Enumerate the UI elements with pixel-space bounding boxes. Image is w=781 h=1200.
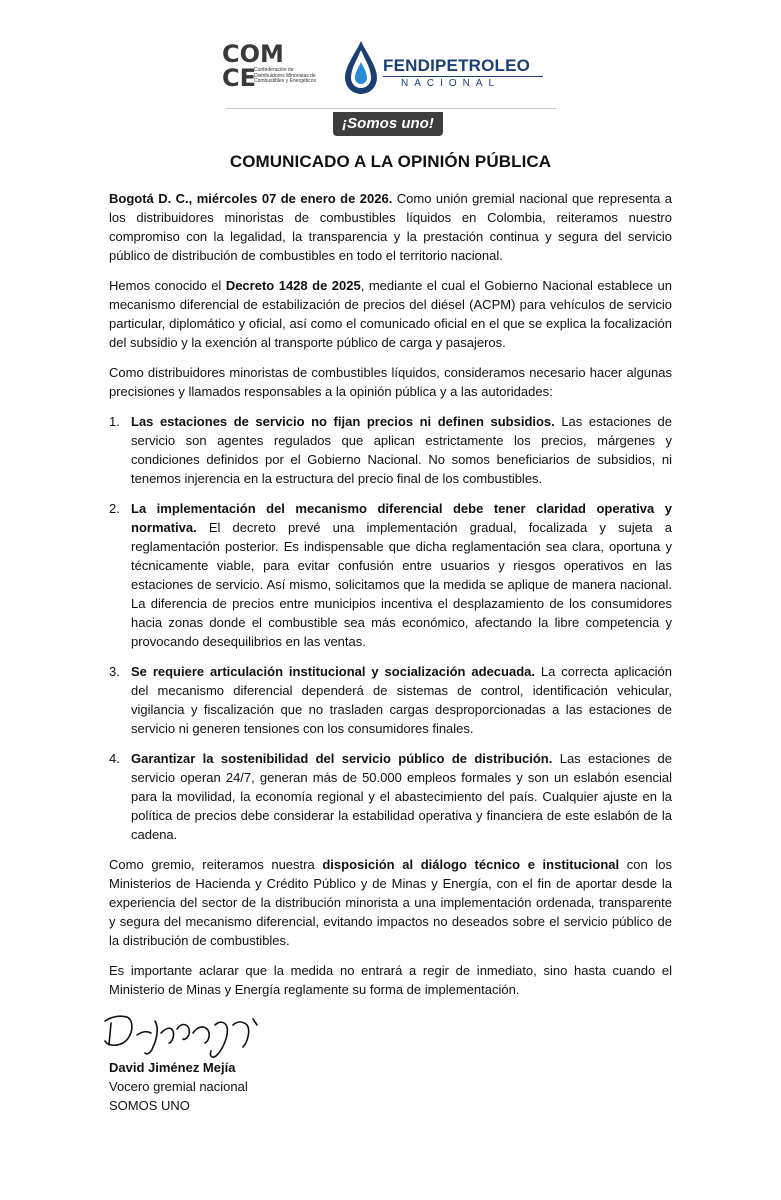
list-item: 1. Las estaciones de servicio no fijan precios ni definen subsidios. Las estaciones de servicio son agentes regulados que aplican estrictamente los precios, márgenes y condiciones definidos por el Gobierno Nacional. No somos beneficiarios de subsidios, ni tenemos injerencia en la estructura del precio final de los combustibles. — [109, 414, 672, 486]
fendipetroleo-subtitle: NACIONAL — [401, 78, 501, 89]
decree-reference: Decreto 1428 de 2025 — [225, 278, 361, 293]
oil-drop-icon — [343, 40, 379, 96]
intro-paragraph: Bogotá D. C., miércoles 07 de enero de 2026. Como unión gremial nacional que representa a los distribuidores minoristas de combustibles líquidos en Colombia, reiteramos nuestro compromiso con la legalidad, la transparencia y la prestación continua y segura del servicio público de distribución de combustibles en todo el territorio nacional. — [109, 191, 672, 263]
handwritten-signature — [97, 1003, 287, 1063]
header-divider — [226, 108, 556, 109]
header-logos — [0, 38, 781, 100]
points-list — [109, 412, 672, 844]
closing-paragraph: Es importante aclarar que la medida no entrará a regir de inmediato, sino hasta cuando el Ministerio de Minas y Energía reglamente su forma de implementación. — [109, 963, 672, 997]
list-item: 2. La implementación del mecanismo diferencial debe tener claridad operativa y normativa. El decreto prevé una implementación gradual, focalizada y sujeta a reglamentación posterior. Es indispensable que dicha reglamentación sea clara, oportuna y técnicamente viable, para evitar confusión entre usuarios y riesgos operativos en las estaciones de servicio. Así mismo, solicitamos que la medida se aplique de manera nacional. La diferencia de precios entre municipios incentiva el desplazamiento de los consumidores hacia zonas donde el combustible sea más económico, afectando la libre competencia y provocando desequilibrios en las ventas. — [109, 501, 672, 649]
comce-word-top: COM — [222, 40, 284, 68]
list-item: 4. Garantizar la sostenibilidad del servicio público de distribución. Las estaciones de servicio operan 24/7, generan más de 50.000 empleos formales y son un eslabón esencial para la movilidad, la economía regional y el abastecimiento del país. Cualquier ajuste en la política de precios debe considerar la estabilidad operativa y financiera de este eslabón de la cadena. — [109, 751, 672, 842]
comce-logo — [222, 38, 327, 98]
fendipetroleo-logo — [343, 40, 553, 98]
signer-role: Vocero gremial nacional — [109, 1079, 248, 1094]
list-item: 3. Se requiere articulación institucional y socialización adecuada. La correcta aplicación del mecanismo diferencial dependerá de sistemas de control, identificación vehicular, vigilancia y fiscalización que no trasladen cargas desproporcionadas a las estaciones de servicio ni generen tensiones con los consumidores finales. — [109, 664, 672, 736]
document-title: COMUNICADO A LA OPINIÓN PÚBLICA — [229, 152, 552, 171]
decree-paragraph: Hemos conocido el Decreto 1428 de 2025, mediante el cual el Gobierno Nacional establece un mecanismo diferencial de estabilización de precios del diésel (ACPM) para vehículos de servicio particular, diplomático y oficial, así como el comunicado oficial en el que se explica la focalización del subsidio y la exención al transporte público de carga y pasajeros. — [109, 278, 672, 350]
dialogue-paragraph: Como gremio, reiteramos nuestra disposición al diálogo técnico e institucional con los Ministerios de Hacienda y Crédito Público y de Minas y Energía, con el fin de aportar desde la experiencia del sector de la distribución minorista a una implementación ordenada, transparente y segura del mecanismo diferencial, evitando impactos no deseados sobre el servicio público de la distribución de combustibles. — [109, 857, 672, 948]
document-body — [109, 189, 672, 1010]
signer-organization: SOMOS UNO — [109, 1098, 190, 1113]
fendipetroleo-name: FENDIPETROLEO — [383, 56, 531, 75]
signer-name: David Jiménez Mejía — [109, 1060, 236, 1075]
comce-word-bottom: CE — [222, 64, 257, 92]
somos-uno-banner: ¡Somos uno! — [333, 112, 443, 136]
date-line: Bogotá D. C., miércoles 07 de enero de 2026. — [109, 191, 393, 206]
precisions-paragraph: Como distribuidores minoristas de combustibles líquidos, consideramos necesario hacer algunas precisiones y llamados responsables a la opinión pública y a las autoridades: — [109, 365, 672, 399]
fendipetroleo-underline — [383, 76, 543, 77]
comce-subtitle: Confederación de Distribuidores Minoristas de Combustibles y Energéticos — [254, 67, 316, 84]
